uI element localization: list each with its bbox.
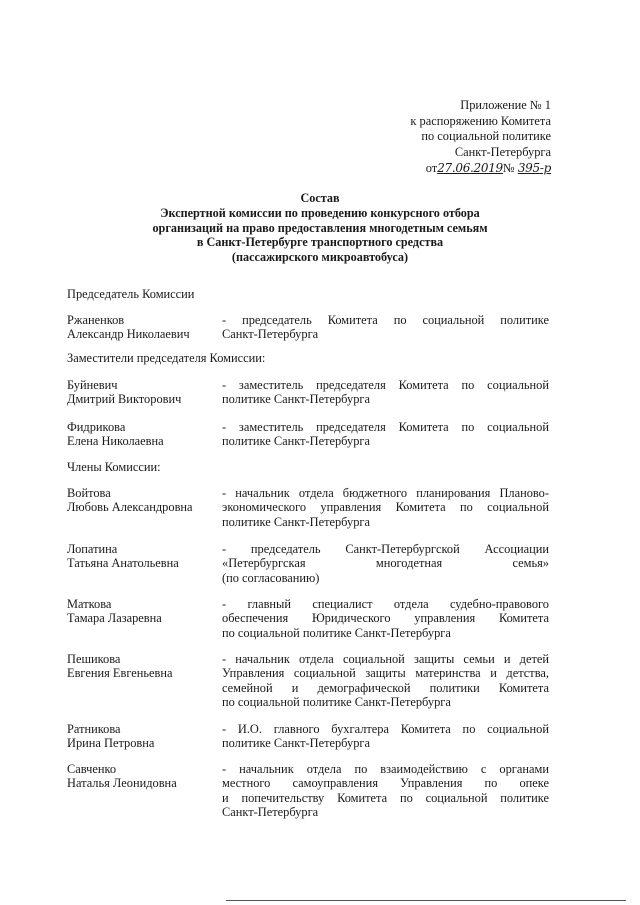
position-line: (по согласованию) [222,570,320,585]
member-position [222,420,549,449]
member-name [67,542,217,571]
position-line: - главный специалист отдела судебно-правового [222,597,549,611]
appendix-date-line [351,161,551,177]
number-prefix: № [502,161,515,175]
position-line: Санкт-Петербурга [222,327,319,342]
position-line: - начальник отдела социальной защиты семьи и детей [222,652,549,666]
position-line: местного самоуправления Управления по опеке [222,776,549,791]
position-line: Управления социальной защиты материнства и детства, [222,666,549,681]
member-name [67,420,217,449]
member-surname: Маткова [67,597,112,611]
member-name [67,722,217,751]
member-given-names: Наталья Леонидовна [67,776,177,791]
position-line: семейной и демографической политики Комитета [222,680,549,695]
member-name [67,762,217,791]
position-line: - начальник отдела по взаимодействию с органами [222,762,549,776]
section-deputies: Заместители председателя Комиссии: [67,351,266,365]
position-line: - заместитель председателя Комитета по социальной [222,378,549,392]
appendix-line-1: Приложение № 1 [460,98,551,112]
member-surname: Пешикова [67,652,121,666]
position-line: - председатель Санкт-Петербургской Ассоциации [222,542,549,556]
title-line-3: организаций на право предоставления многодетным семьям [152,220,488,235]
member-surname: Фидрикова [67,420,126,434]
member-position [222,486,549,529]
appendix-line-2: к распоряжению Комитета [410,113,551,128]
member-surname: Ржаненков [67,313,125,327]
member-given-names: Евгения Евгеньевна [67,666,173,681]
member-name [67,652,217,681]
position-line: - начальник отдела бюджетного планирования Планово- [222,486,549,500]
date-value: 27.06.2019 [437,161,503,175]
member-surname: Войтова [67,486,111,500]
member-given-names: Ирина Петровна [67,736,155,751]
member-name [67,486,217,515]
member-position [222,762,549,820]
position-line: экономического управления Комитета по социальной [222,500,549,515]
member-given-names: Любовь Александровна [67,500,193,515]
position-line: по социальной политике Санкт-Петербурга [222,625,451,640]
member-given-names: Татьяна Анатольевна [67,556,179,571]
title-line-5: (пассажирского микроавтобуса) [231,250,409,265]
section-chairman: Председатель Комиссии [67,287,195,301]
member-position [222,652,549,710]
member-surname: Буйневич [67,378,118,392]
title-line-4: в Санкт-Петербурге транспортного средства [196,235,444,250]
appendix-line-3: по социальной политике [421,129,551,143]
member-name [67,378,217,407]
position-line: - председатель Комитета по социальной политике [222,313,549,327]
section-members: Члены Комиссии: [67,460,161,474]
position-line: «Петербургская многодетная семья» [222,556,549,571]
member-position [222,542,549,585]
date-prefix: от [425,161,438,175]
appendix-block [351,98,551,177]
position-line: - И.О. главного бухгалтера Комитета по социальной [222,722,549,736]
member-given-names: Дмитрий Викторович [67,392,182,407]
member-given-names: Александр Николаевич [67,327,190,342]
position-line: Санкт-Петербурга [222,805,319,820]
title-line-1: Состав [300,191,340,205]
position-line: обеспечения Юридического управления Комитета [222,611,549,626]
member-position [222,597,549,640]
member-name [67,313,217,342]
position-line: - заместитель председателя Комитета по социальной [222,420,549,434]
member-surname: Ратникова [67,722,121,736]
appendix-line-4: Санкт-Петербурга [454,144,551,159]
position-line: политике Санкт-Петербурга [222,736,370,751]
member-given-names: Елена Николаевна [67,434,164,449]
member-given-names: Тамара Лазаревна [67,611,162,626]
member-position [222,313,549,342]
member-name [67,597,217,626]
member-position [222,378,549,407]
position-line: политике Санкт-Петербурга [222,514,370,529]
position-line: и попечительству Комитета по социальной политике [222,790,549,805]
document-title [120,191,520,265]
member-surname: Лопатина [67,542,118,556]
position-line: политике Санкт-Петербурга [222,392,370,407]
member-surname: Савченко [67,762,117,776]
member-position [222,722,549,751]
position-line: по социальной политике Санкт-Петербурга [222,695,451,710]
title-line-2: Экспертной комиссии по проведению конкурсного отбора [160,205,480,220]
position-line: политике Санкт-Петербурга [222,434,370,449]
number-value: 395-р [517,161,551,175]
page-edge-line [226,900,626,901]
